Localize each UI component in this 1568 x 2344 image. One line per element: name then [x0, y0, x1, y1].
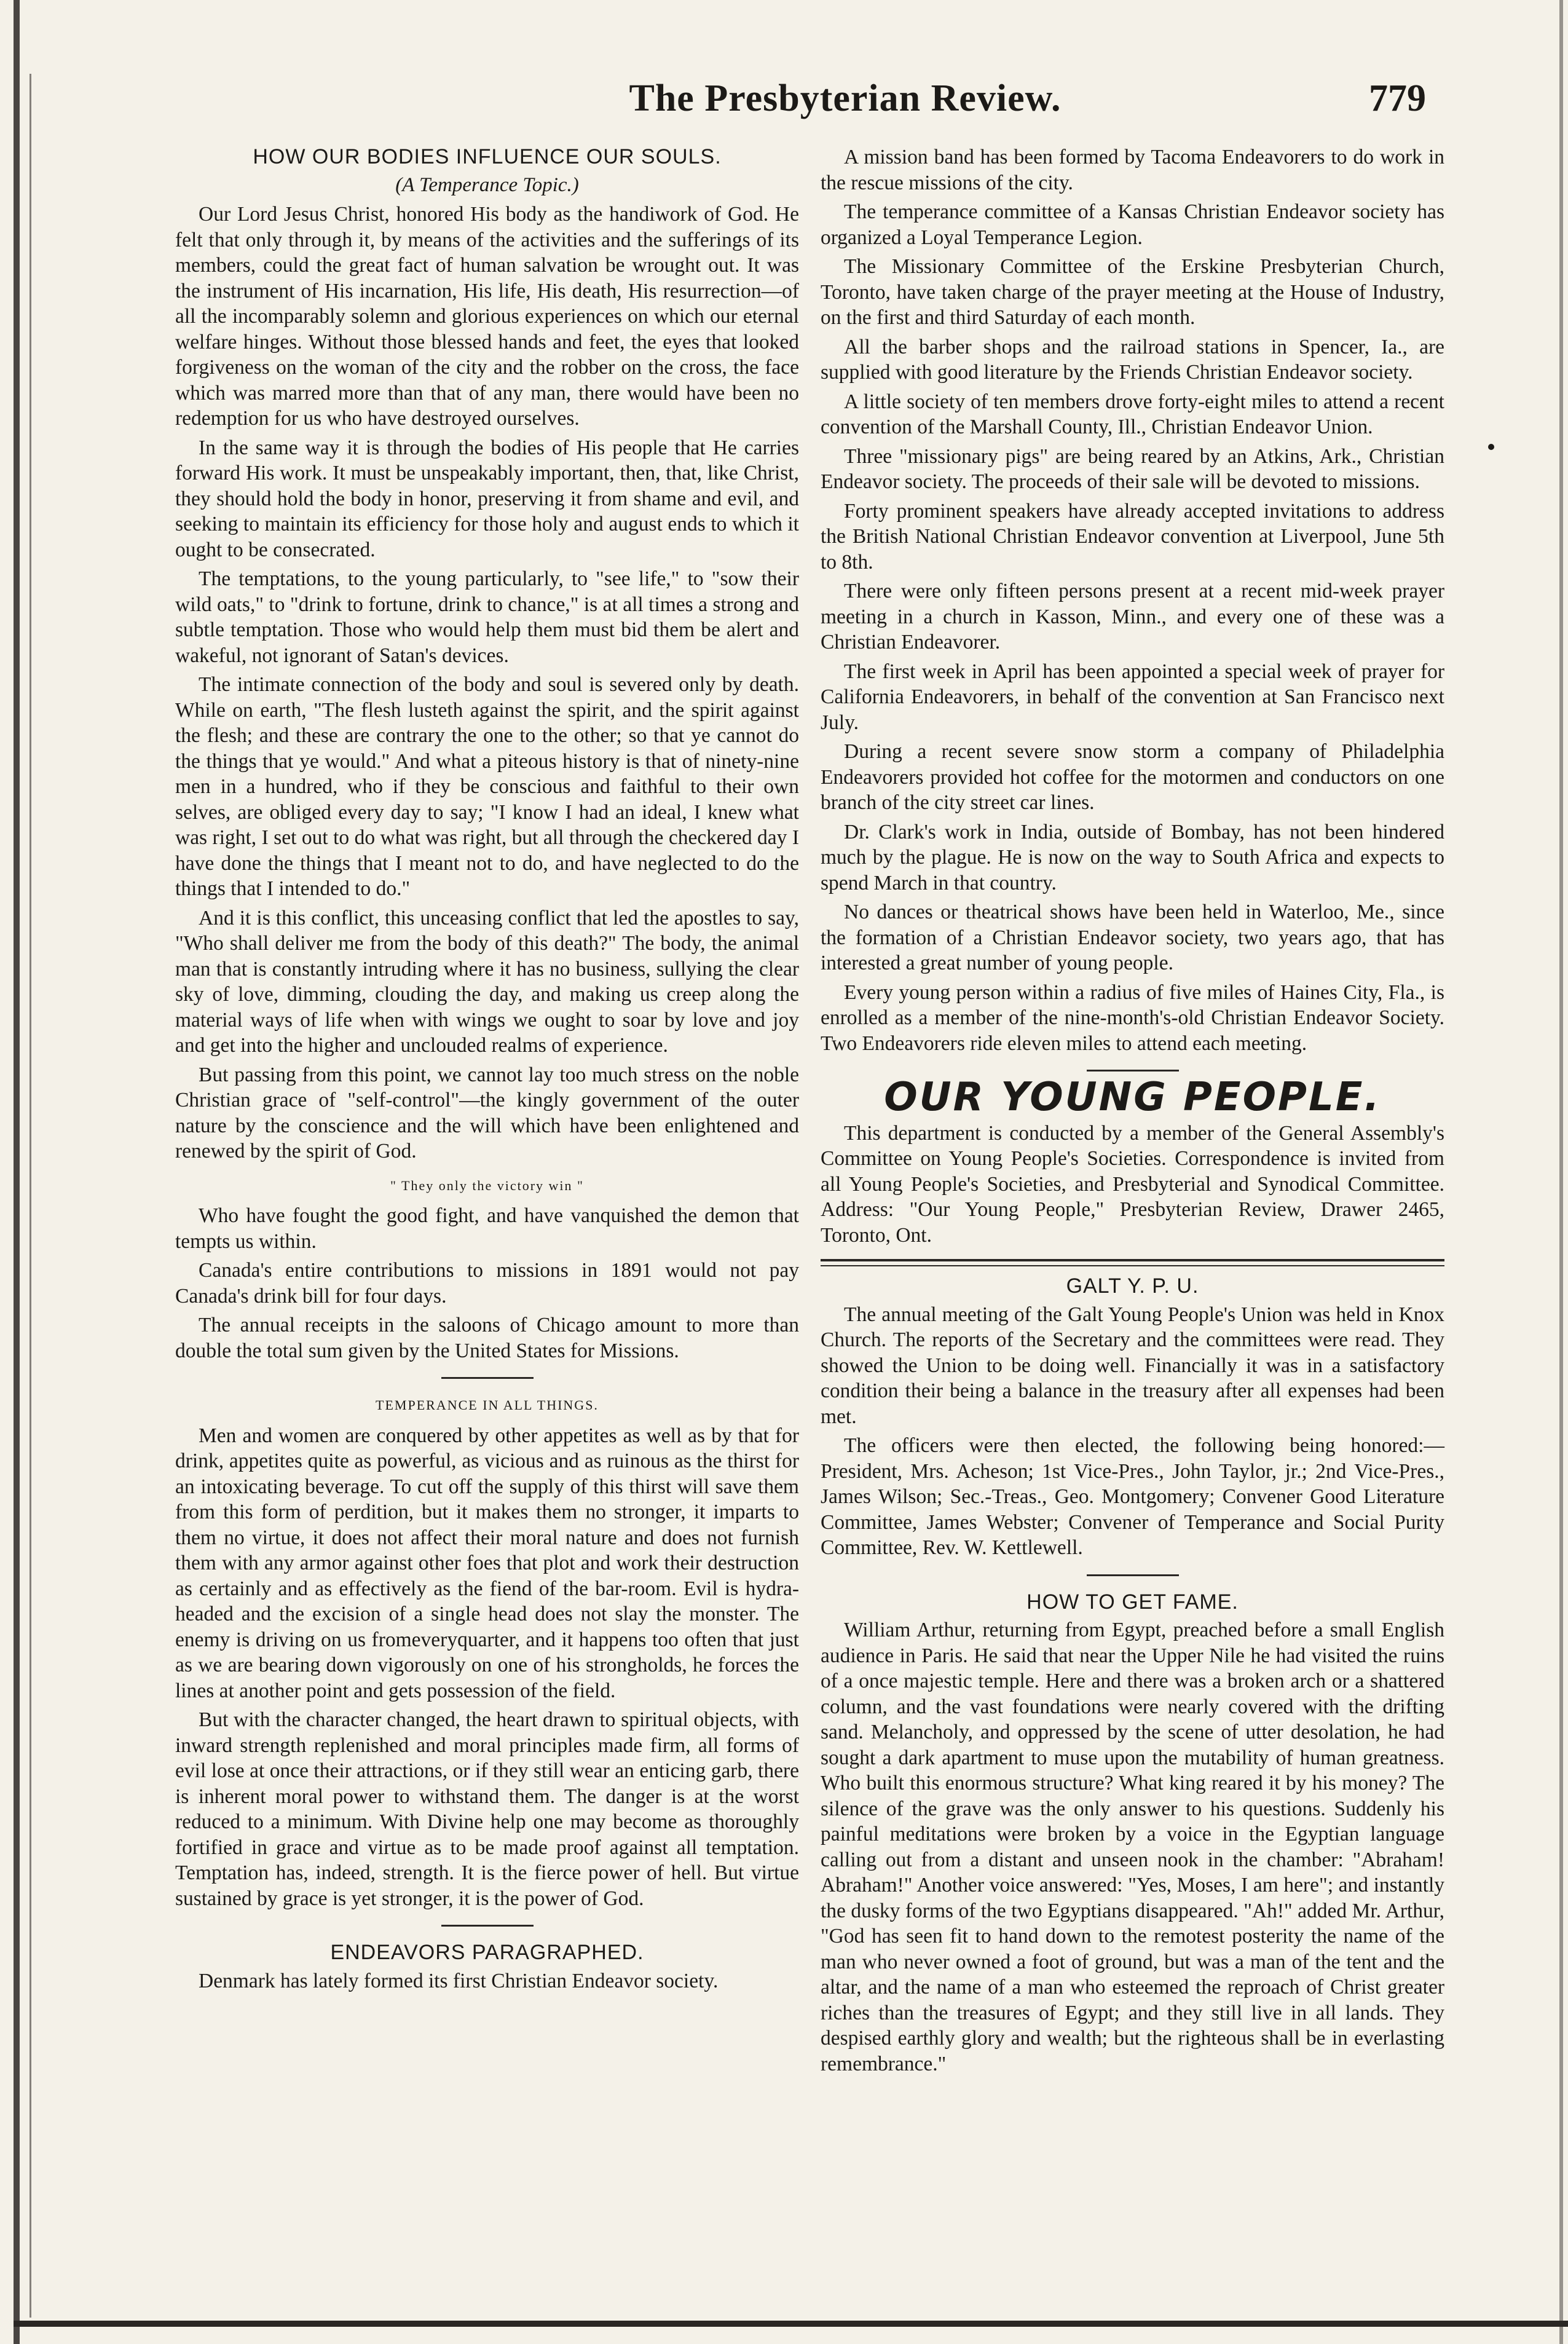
double-divider [821, 1259, 1444, 1266]
article-title-endeavors: ENDEAVORS PARAGRAPHED. [330, 1941, 644, 1964]
page-number: 779 [1369, 77, 1426, 119]
endeavor-item: There were only fifteen persons present at a recent mid-week prayer meeting in a church in Kasson, Minn., and every one of these was a Christian Endeavorer. [821, 580, 1444, 653]
endeavor-item: Dr. Clark's work in India, outside of Bombay, has not been hindered much by the plague. He is now on the way to South Africa and expects to spend March in that country. [821, 820, 1444, 894]
victory-subhead: " They only the victory win " [390, 1177, 585, 1193]
paragraph: Who have fought the good fight, and have vanquished the demon that tempts us within. [175, 1204, 799, 1253]
endeavor-item: All the barber shops and the railroad stations in Spencer, Ia., are supplied with good literature by the Friends Christian Endeavor society. [821, 335, 1444, 384]
divider [441, 1377, 534, 1379]
ink-spot [1488, 444, 1494, 450]
paragraph: And it is this conflict, this unceasing conflict that led the apostles to say, "Who shall deliver me from the body of this death?" The body, the animal man that is constantly intruding where it has no business, sullying the clear sky of love, dimming, clouding the day, and making us creep along the material ways of life when with wings we ought to soar by love and joy and get into the higher and unclouded realms of experience. [175, 906, 799, 1057]
paragraph: The temptations, to the young particularly, to "see life," to "sow their wild oats," to "drink to fortune, drink to chance," is at all times a strong and subtle temptation. Those who would help them must bid them be alert and wakeful, not ignorant of Satan's devices. [175, 567, 799, 667]
paragraph: The officers were then elected, the following being honored:— President, Mrs. Acheson; 1st Vice-Pres., John Taylor, jr.; 2nd Vice-Pres., James Wilson; Sec.-Treas., Geo. Montgomery; Convener Good Literature Committee, James Webster; Convener of Temperance and Social Purity Committee, Rev. W. Kettlewell. [821, 1434, 1444, 1559]
paragraph: But with the character changed, the heart drawn to spiritual objects, with inward strength replenished and moral principles made firm, all forms of evil lose at once their attractions, or if they still wear an enticing garb, there is inherent moral power to withstand them. The danger is at the worst reduced to a minimum. With Divine help one may become as thoroughly fortified in grace and virtue as to be made proof against all temptation. Temptation has, indeed, strength. It is the fierce power of hell. But virtue sustained by grace is yet stronger, it is the power of God. [175, 1708, 799, 1910]
paragraph: But passing from this point, we cannot lay too much stress on the noble Christian grace of "self-control"—the kingly government of the outer nature by the conscience and the will which have been enlightened and renewed by the spirit of God. [175, 1063, 799, 1162]
page-header [61, 77, 1426, 132]
article-title-fame: HOW TO GET FAME. [1026, 1590, 1239, 1614]
department-intro: This department is conducted by a member of the General Assembly's Committee on Young People's Societies. Correspondence is invited from all Young People's Societies, and Presbyterial and Synodical Committee. Address: "Our Young People," Presbyterian Review, Drawer 2465, Toronto, Ont. [821, 1121, 1444, 1247]
left-column [175, 144, 799, 1997]
paragraph: In the same way it is through the bodies of His people that He carries forward His work. It must be unspeakably important, then, that, like Christ, they should hold the body in honor, preserving it from shame and evil, and seeking to maintain its efficiency for those holy and august ends to which it ought to be consecrated. [175, 436, 799, 561]
our-young-people-masthead: OUR YOUNG PEOPLE. [884, 1075, 1381, 1120]
article-title-bodies-souls: HOW OUR BODIES INFLUENCE OUR SOULS. [253, 145, 722, 168]
divider [1087, 1070, 1179, 1071]
endeavor-item: A mission band has been formed by Tacoma Endeavorers to do work in the rescue missions of the city. [821, 146, 1444, 194]
paragraph: Our Lord Jesus Christ, honored His body as the handiwork of God. He felt that only through it, by means of the activities and the sufferings of its members, could the great fact of human salvation be wrought out. It was the instrument of His incarnation, His life, His death, His resurrection—of all the incomparably solemn and glorious experiences on which our eternal welfare hinges. Without those blessed hands and feet, the eyes that looked forgiveness on the woman of the city and the robber on the cross, the face which was marred more than that of any man, there would have been no redemption for us who have destroyed ourselves. [175, 203, 799, 430]
page-edge [1559, 0, 1563, 2344]
paragraph: Men and women are conquered by other appetites as well as by that for drink, appetites quite as powerful, as vicious and as ruinous as the thirst for an intoxicating beverage. To cut off the supply of this thirst will save them from this form of perdition, but it makes them no stronger, it imparts to them no virtue, it does not affect their moral nature and does not furnish them with any armor against other foes that plot and work their destruction as certainly and as effectively as the fiend of the bar-room. Evil is hydra-headed and the excision of a single head does not slay the monster. The enemy is driving on us fromeveryquarter, and it happens too often that just as we are bearing down vigorously on one of his strongholds, he forces the lines at another point and gets possession of the field. [175, 1424, 799, 1702]
paragraph: The intimate connection of the body and soul is severed only by death. While on earth, "The flesh lusteth against the spirit, and the spirit against the flesh; and these are contrary the one to the other; so that ye cannot do the things that ye would." And what a piteous history is that of ninety-nine men in a hundred, who if they be conscious and faithful to their own selves, are obliged every day to say; "I know I had an ideal, I knew what was right, I set out to do what was right, but all through the checkered day I have done the things that I meant not to do, and have neglected to do the things that I intended to do." [175, 673, 799, 900]
article-subtitle: (A Temperance Topic.) [395, 173, 579, 196]
bottom-edge [14, 2321, 1568, 2327]
endeavor-item: A little society of ten members drove forty-eight miles to attend a recent convention of the Marshall County, Ill., Christian Endeavor Union. [821, 390, 1444, 438]
binding-shadow [30, 74, 31, 2318]
right-column [821, 144, 1444, 2080]
article-title-galt: GALT Y. P. U. [1066, 1274, 1199, 1298]
temperance-subhead: TEMPERANCE IN ALL THINGS. [376, 1397, 599, 1413]
running-head: The Presbyterian Review. [629, 77, 1062, 119]
divider [441, 1925, 534, 1927]
endeavor-item: No dances or theatrical shows have been held in Waterloo, Me., since the formation of a Christian Endeavor society, two years ago, that has interested a great number of young people. [821, 901, 1444, 974]
endeavor-item: The temperance committee of a Kansas Christian Endeavor society has organized a Loyal Temperance Legion. [821, 200, 1444, 249]
binding-edge [14, 0, 20, 2344]
endeavor-item: Three "missionary pigs" are being reared by an Atkins, Ark., Christian Endeavor society. The proceeds of their sale will be devoted to missions. [821, 444, 1444, 493]
paragraph: William Arthur, returning from Egypt, preached before a small English audience in Paris. He said that near the Upper Nile he had visited the ruins of a once majestic temple. Here and there was a broken arch or a shattered column, and the vast foundations were nearly covered with the drifting sand. Melancholy, and oppressed by the scene of utter desolation, he had sought a dark apartment to muse upon the mutability of human greatness. Who built this enormous structure? What king reared it by his money? The silence of the grave was the only answer to his questions. Suddenly his painful meditations were broken by a voice in the Egyptian language calling out from a distant and unseen nook in the chamber: "Abraham! Abraham!" Another voice answered: "Yes, Moses, I am here"; and instantly the dusky forms of the two Egyptians disappeared. "Ah!" added Mr. Arthur, "God has seen fit to hand down to the remotest posterity the name of the man who never owned a foot of ground, but was a man of the tent and the altar, and the name of a man who esteemed the reproach of Christ greater riches than the treasures of Egypt; and they still live in all lands. They despised earthly glory and wealth; but the righteous shall be in everlasting remembrance." [821, 1619, 1444, 2075]
endeavor-item: The Missionary Committee of the Erskine Presbyterian Church, Toronto, have taken charge of the prayer meeting at the House of Industry, on the first and third Saturday of each month. [821, 255, 1444, 329]
divider [1087, 1574, 1179, 1576]
endeavor-item: Forty prominent speakers have already accepted invitations to address the British National Christian Endeavor convention at Liverpool, June 5th to 8th. [821, 499, 1444, 574]
paragraph: Canada's entire contributions to missions in 1891 would not pay Canada's drink bill for four days. [175, 1259, 799, 1308]
paragraph: The annual receipts in the saloons of Chicago amount to more than double the total sum given by the United States for Missions. [175, 1314, 799, 1362]
endeavor-item: The first week in April has been appointed a special week of prayer for California Endeavorers, in behalf of the convention at San Francisco next July. [821, 660, 1444, 734]
endeavor-item: Every young person within a radius of five miles of Haines City, Fla., is enrolled as a member of the nine-month's-old Christian Endeavor Society. Two Endeavorers ride eleven miles to attend each meeting. [821, 981, 1444, 1055]
paragraph: Denmark has lately formed its first Christian Endeavor society. [199, 1969, 719, 1992]
paragraph: The annual meeting of the Galt Young People's Union was held in Knox Church. The reports of the Secretary and the committees were read. They showed the Union to be doing well. Financially it was in a satisfactory condition their being a balance in the treasury after all expenses had been met. [821, 1303, 1444, 1428]
endeavor-item: During a recent severe snow storm a company of Philadelphia Endeavorers provided hot coffee for the motormen and conductors on one branch of the city street car lines. [821, 740, 1444, 814]
